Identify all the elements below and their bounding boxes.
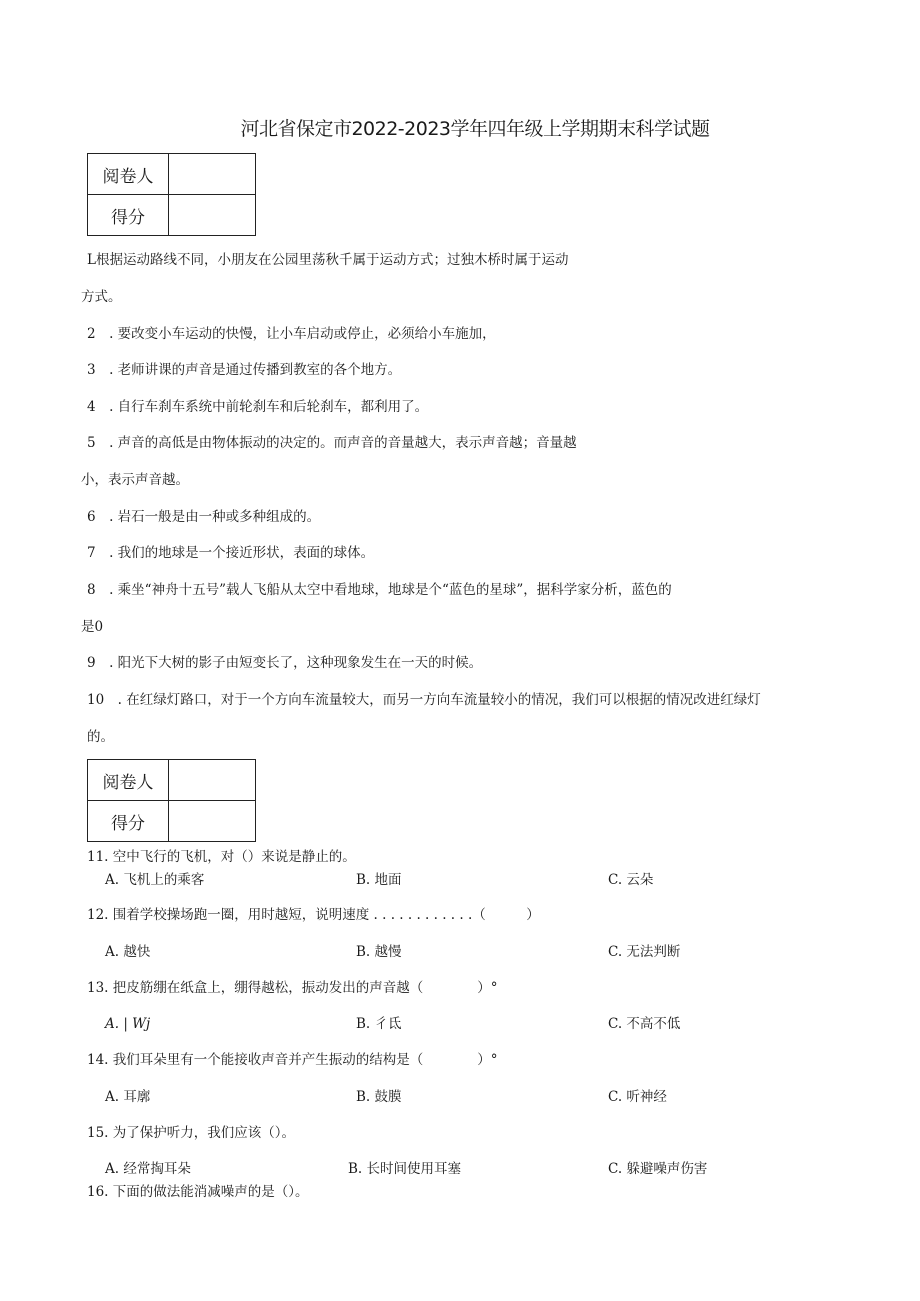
fill-blank-line: 3 . 老师讲课的声音是通过传播到教室的各个地方。 [87,362,402,378]
option-a[interactable]: A. 越快 [105,944,151,960]
score-table-row [88,760,256,801]
fill-blank-line: 6 . 岩石一般是由一种或多种组成的。 [87,509,321,525]
option-c[interactable]: C. 不高不低 [608,1016,681,1032]
reviewer-cell[interactable] [169,154,256,195]
reviewer-label: 阅卷人 [88,760,169,801]
question-stem: 11. 空中飞行的飞机，对（）来说是静止的。 [87,849,356,865]
question-stem: 15. 为了保护听力，我们应该（）。 [87,1125,296,1141]
fill-blank-line: 10 . 在红绿灯路口，对于一个方向车流量较大，而另一方向车流量较小的情况，我们可以根据的情况改进红绿灯 [87,692,761,708]
question-stem: 14. 我们耳朵里有一个能接收声音并产生振动的结构是（ ）° [87,1052,498,1068]
fill-blank-line: 8 . 乘坐“神舟十五号”载人飞船从太空中看地球，地球是个“蓝色的星球”，据科学家分析，蓝色的 [87,582,672,598]
fill-blank-line: 4 . 自行车刹车系统中前轮刹车和后轮刹车，都利用了。 [87,399,429,415]
fill-blank-line: 7 . 我们的地球是一个接近形状，表面的球体。 [87,545,375,561]
fill-blank-line: 5 . 声音的高低是由物体振动的决定的。而声音的音量越大，表示声音越；音量越 [87,435,577,451]
fill-blank-line: 2 . 要改变小车运动的快慢，让小车启动或停止，必须给小车施加， [87,326,496,342]
option-b[interactable]: B. 长时间使用耳塞 [348,1161,462,1177]
option-a[interactable]: A. | Wj [105,1016,151,1032]
option-a[interactable]: A. 经常掏耳朵 [105,1161,191,1177]
question-stem: 16. 下面的做法能消减噪声的是（）。 [87,1184,309,1200]
fill-blank-line: 是0 [81,619,104,635]
option-b[interactable]: B. 彳氐 [356,1016,402,1032]
score-table-row [88,154,256,195]
option-c[interactable]: C. 听神经 [608,1089,667,1105]
score-cell[interactable] [169,195,256,236]
score-table-2 [87,759,256,842]
score-table-row [88,801,256,842]
reviewer-label: 阅卷人 [88,154,169,195]
score-cell[interactable] [169,801,256,842]
score-label: 得分 [88,801,169,842]
score-table-1 [87,153,256,236]
score-label: 得分 [88,195,169,236]
fill-blank-line: 小，表示声音越。 [81,472,189,488]
option-b[interactable]: B. 地面 [356,872,402,888]
fill-blank-line: 的。 [87,729,114,745]
reviewer-cell[interactable] [169,760,256,801]
fill-blank-line: 9 . 阳光下大树的影子由短变长了，这种现象发生在一天的时候。 [87,655,483,671]
option-a[interactable]: A. 耳廓 [105,1089,151,1105]
option-b[interactable]: B. 鼓膜 [356,1089,402,1105]
option-c[interactable]: C. 躲避噪声伤害 [608,1161,708,1177]
option-b[interactable]: B. 越慢 [356,944,402,960]
question-stem: 12. 围着学校操场跑一圈，用时越短，说明速度 . . . . . . . . . . . .（ ） [87,907,540,923]
page-title: 河北省保定市2022-2023学年四年级上学期期末科学试题 [240,118,710,140]
option-c[interactable]: C. 云朵 [608,872,654,888]
score-table-row [88,195,256,236]
fill-blank-line: 方式。 [81,289,122,305]
fill-blank-line: L根据运动路线不同，小朋友在公园里荡秋千属于运动方式；过独木桥时属于运动 [87,252,569,268]
question-stem: 13. 把皮筋绷在纸盒上，绷得越松，振动发出的声音越（ ）° [87,980,498,996]
option-c[interactable]: C. 无法判断 [608,944,681,960]
option-a[interactable]: A. 飞机上的乘客 [105,872,205,888]
